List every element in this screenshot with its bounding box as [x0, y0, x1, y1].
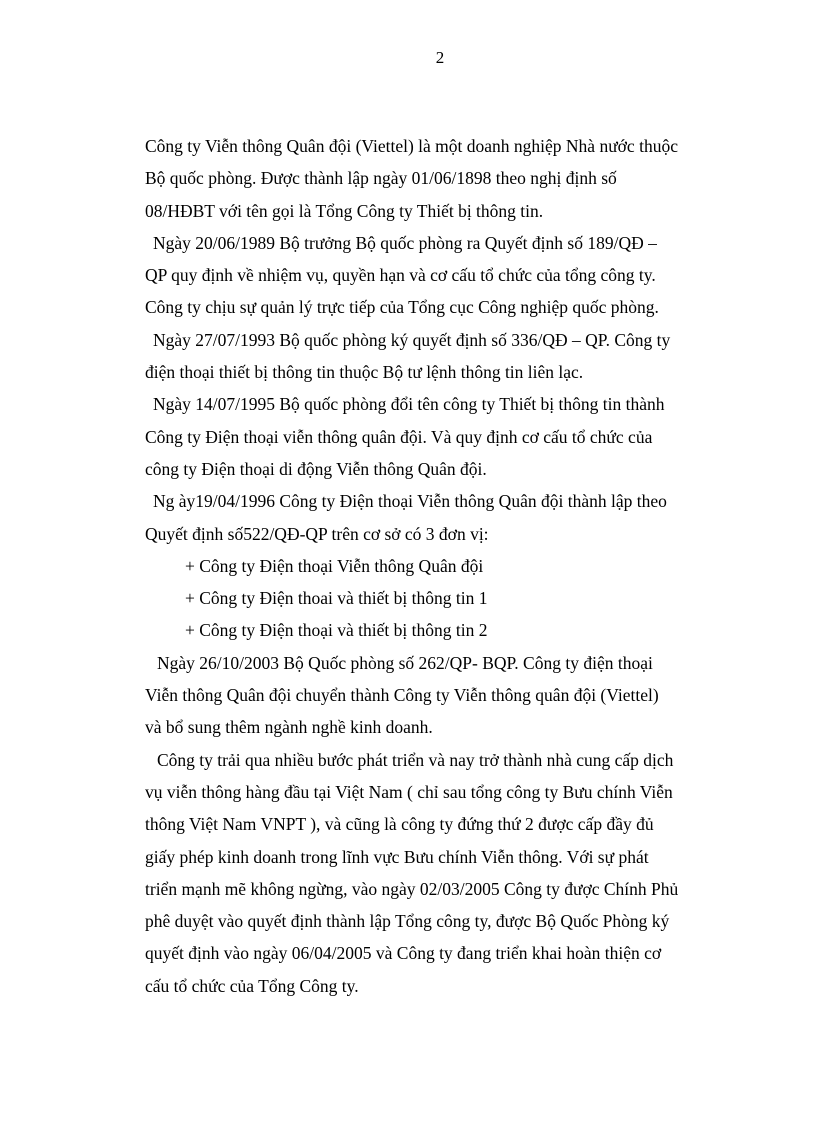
text-line: công ty Điện thoại di động Viễn thông Quân đội.: [145, 458, 487, 479]
text-line: QP quy định về nhiệm vụ, quyền hạn và cơ cấu tổ chức của tổng công ty.: [145, 265, 656, 286]
list-item: + Công ty Điện thoại và thiết bị thông tin 2: [185, 620, 488, 641]
text-line: cấu tổ chức của Tổng Công ty.: [145, 975, 359, 996]
text-line: Ngày 20/06/1989 Bộ trưởng Bộ quốc phòng ra Quyết định số 189/QĐ –: [153, 232, 657, 253]
text-line: Ngày 27/07/1993 Bộ quốc phòng ký quyết định số 336/QĐ – QP. Công ty: [153, 329, 671, 350]
list-item: + Công ty Điện thoại Viễn thông Quân đội: [185, 555, 484, 576]
text-line: vụ viễn thông hàng đầu tại Việt Nam ( chỉ sau tổng công ty Bưu chính Viễn: [145, 781, 673, 802]
text-line: điện thoại thiết bị thông tin thuộc Bộ tư lệnh thông tin liên lạc.: [145, 362, 584, 383]
text-line: Viễn thông Quân đội chuyển thành Công ty Viễn thông quân đội (Viettel): [145, 685, 659, 706]
text-line: 08/HĐBT với tên gọi là Tổng Công ty Thiết bị thông tin.: [145, 200, 544, 221]
text-line: Bộ quốc phòng. Được thành lập ngày 01/06/1898 theo nghị định số: [145, 168, 617, 189]
text-line: và bổ sung thêm ngành nghề kinh doanh.: [145, 717, 433, 738]
text-line: giấy phép kinh doanh trong lĩnh vực Bưu chính Viễn thông. Với sự phát: [145, 846, 649, 867]
page-number: 2: [435, 48, 445, 67]
text-line: triển mạnh mẽ không ngừng, vào ngày 02/03/2005 Công ty được Chính Phủ: [145, 878, 679, 899]
text-line: thông Việt Nam VNPT ), và cũng là công ty đứng thứ 2 được cấp đầy đủ: [145, 814, 654, 835]
text-line: Ng ày19/04/1996 Công ty Điện thoại Viễn thông Quân đội thành lập theo: [153, 491, 667, 512]
list-item: + Công ty Điện thoai và thiết bị thông tin 1: [185, 588, 488, 609]
text-line: Ngày 14/07/1995 Bộ quốc phòng đổi tên công ty Thiết bị thông tin thành: [153, 394, 665, 415]
text-line: phê duyệt vào quyết định thành lập Tổng công ty, được Bộ Quốc Phòng ký: [145, 911, 670, 932]
text-line: Công ty trải qua nhiều bước phát triển và nay trở thành nhà cung cấp dịch: [157, 749, 674, 770]
text-line: Công ty Điện thoại viễn thông quân đội. Và quy định cơ cấu tổ chức của: [145, 426, 653, 447]
text-line: Ngày 26/10/2003 Bộ Quốc phòng số 262/QP- BQP. Công ty điện thoại: [157, 652, 653, 673]
text-line: quyết định vào ngày 06/04/2005 và Công ty đang triển khai hoàn thiện cơ: [145, 943, 662, 964]
text-line: Công ty Viễn thông Quân đội (Viettel) là một doanh nghiệp Nhà nước thuộc: [145, 136, 678, 156]
text-line: Công ty chịu sự quản lý trực tiếp của Tổng cục Công nghiệp quốc phòng.: [145, 297, 659, 318]
text-line: Quyết định số522/QĐ-QP trên cơ sở có 3 đơn vị:: [145, 523, 489, 544]
document-body: [145, 130, 745, 1002]
